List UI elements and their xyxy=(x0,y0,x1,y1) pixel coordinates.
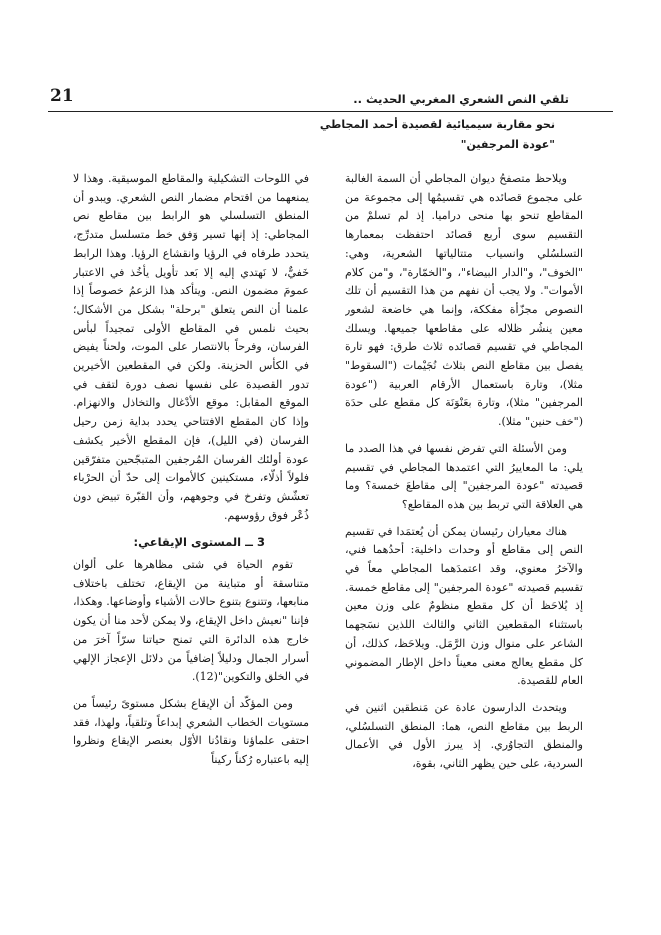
paragraph: هناك معياران رئيسان يمكن أن يُعتمَدا في تقسيم النص إلى مقاطع أو وحدات داخلية: أحدُهما فني، والآخرُ معنوي، وقد اعتمدَهما المجاطي معاً في تقسيم قصيدته "عودة المرجفين" إلى مقاطع خمسة. إذ يُلاحَظ أن كل مقطع منظومٌ على وزن معين باستثناء المقطعين الثاني والثالث اللذين نسَجهما الشاعر على منوال وزن الرَّمَل. ويلاحَظ، كذلك، أن كل مقطع يعالج معنى معيناً داخل الإطار المضموني العام للقصيدة. xyxy=(345,524,583,688)
paragraph: تقوم الحياة في شتى مظاهرها على ألوان متناسقة أو متباينة من الإيقاع، تختلف باختلاف منابعها، وتتنوع بتنوع حالات الأشياء وأوضاعها. وهكذا، فإننا "نعيش داخل الإيقاع، ولا يمكن لأحد منا أن يكون خارج هذه الدائرة التي تمنح حياتنا سرّاً آخرَ من أسرار الجمال ودليلاً إضافياً من دلائل الإعجاز الإلهي في الخلق والتكوين"(12). xyxy=(73,558,309,684)
paragraph: ويلاحظ متصفحُ ديوان المجاطي أن السمة الغالبة على مجموع قصائده هي تقسيمُها إلى مجموعة من المقاطع تنحو بها منحى دراميا. إذ لم تسلمْ من التقسيم سوى أربع قصائد احتفظت بمعمارها التسلسُلي وانسياب متتالياتها الشعرية، وهي: "الخوف"، و"الدار البيضاء"، و"الخمّارة"، و"من كلام الأموات". ولا يجب أن نفهم من هذا التقسيم أن تلك النصوص مجزّأة مفككة، وإنما هي خاضعة لشعور معين ينشُر ظلاله على مقاطعها جميعها. ويسلك المجاطي في تقسيم قصائده ثلاث طرق: فهو تارة يفصل بين مقاطع النص بثلاث نُجَيْمات ("السقوط" مثلا)، وتارة باستعمال الأرقام العربية ("عودة المرجفين" مثلا)، وتارة بعَنْوَنَة كل مقطع على حدَة ("خف حنين" مثلا). xyxy=(345,172,583,429)
running-title: تلقي النص الشعري المغربي الحديث .. xyxy=(353,92,569,106)
page-number: 21 xyxy=(50,86,74,106)
header-divider xyxy=(48,111,613,112)
section-heading: 3 ــ المستوى الإيقاعي: xyxy=(133,535,265,550)
paragraph: في اللوحات التشكيلية والمقاطع الموسيقية. وهذا لا يمنعهما من اقتحام مضمار النص الشعري. ويبدو أن المنطق التسلسلي هو الرابط بين مقاطع نص المجاطي: إذ إنها تسير وَفق خط متسلسل متدرِّج، يتحدد طرفاه في الرؤيا وانقشاع الرؤيا. وهذا الرابط خَفيٌّ، لا نَهتدي إليه إلا بَعد تأويل يأخُذ في الاعتبار عمومَ مضمون النص. ويتأكد هذا الزعمُ خصوصاً إذا علمنا أن النص يتعلق "برحلة" بشكل من الأشكال؛ بحيث نلمس في المقاطع الأولى تمجيداً لبأس الفرسان، وفرحاً بالانتصار على الموت، ولحناً يفيض في الكأس الحزينة. ولكن في المقطعين الأخيرين تدور القصيدة على نفسها نصف دورة لتقف في الموقع المقابل: موقع الأدْغال والتخاذل والانهزام. وإذا كان المقطع الافتتاحي يحدد بداية زمن رحيل الفرسان (في الليل)، فإن المقطع الأخير يكشف عودة أولئك الفرسان المُرجفين المتبجّحين متفرّقين فلولاً أذلّاء، مستكينين كالأموات إلى حدّ أن الحرْباء تعشّش وتفرخ في وجوههم، وأن القبّرة تبيض دون ذُعْر فوق رؤوسهم. xyxy=(73,172,309,522)
paragraph: ومن المؤكّد أن الإيقاع بشكل مستوىً رئيساً من مستويات الخطاب الشعري إبداعاً وتلقياً، ولهذا، فقد احتفى علماؤنا ونقادُنا الأوّل بعنصر الإيقاع ونظروا إليه باعتباره رُكناً ركيناً xyxy=(73,696,309,767)
left-text-column xyxy=(73,170,309,890)
right-text-column xyxy=(345,170,583,890)
poem-title: "عودة المرجفين" xyxy=(460,138,555,151)
paragraph: ويتحدث الدارسون عادة عن مَنطقين اثنين في الربط بين مقاطع النص، هما: المنطق التسلسُلي، والمنطق التجاوُري. إذ يبرز الأول في الأعمال السردية، على حين يظهر الثاني، بقوة، xyxy=(345,700,583,771)
article-subtitle: نحو مقاربة سيميائية لقصيدة أحمد المجاطي xyxy=(319,118,555,131)
paragraph: ومن الأسئلة التي تفرض نفسها في هذا الصدد ما يلي: ما المعاييرُ التي اعتمدها المجاطي في تقسيم قصيدته "عودة المرجفين" إلى مقاطعَ خمسة؟ وما هي العلاقة التي تربط بين هذه المقاطع؟ xyxy=(345,441,583,511)
